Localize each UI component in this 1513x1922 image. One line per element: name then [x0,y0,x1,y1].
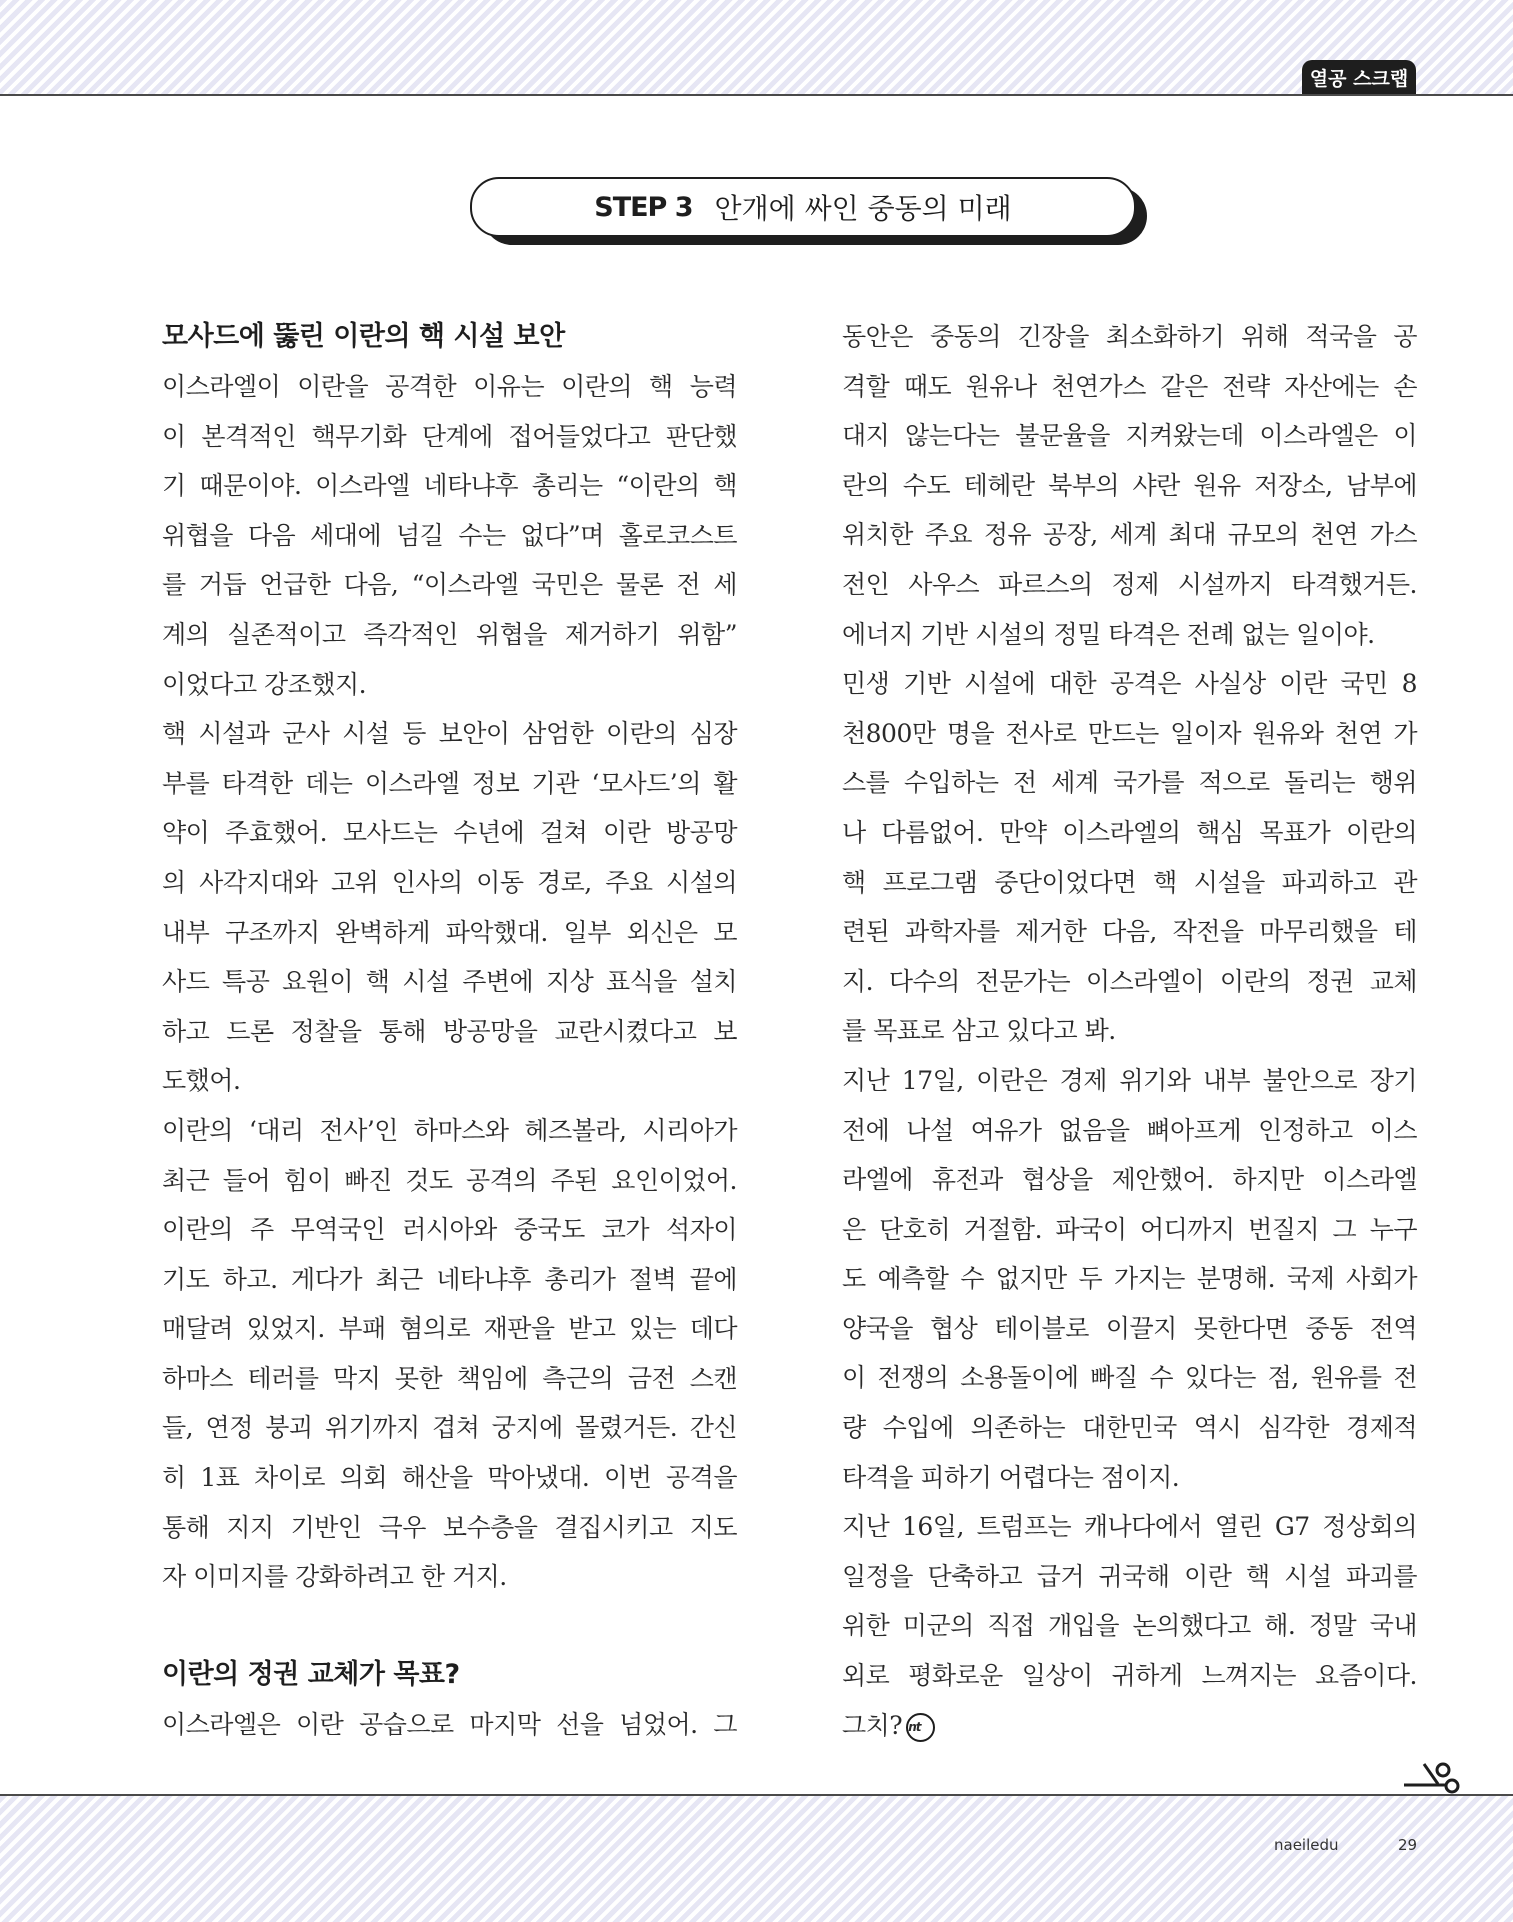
text-line: 외로 평화로운 일상이 귀하게 느껴지는 요즘이다. [842,1661,1417,1691]
text-line: 를 목표로 삼고 있다고 봐. [842,1016,1116,1046]
footer-brand: naeiledu [1274,1836,1339,1854]
text-line: 천800만 명을 전사로 만드는 일이자 원유와 천연 가 [842,718,1417,748]
text-line: 위한 미군의 직접 개입을 논의했다고 해. 정말 국내 [842,1611,1417,1641]
text-line: 위치한 주요 정유 공장, 세계 최대 규모의 천연 가스 [842,520,1417,550]
text-line-content: 그치? [842,1710,903,1740]
text-line: 통해 지지 기반인 극우 보수층을 결집시키고 지도 [162,1512,737,1542]
step-label: STEP 3 [594,191,693,223]
text-line: 약이 주효했어. 모사드는 수년에 걸쳐 이란 방공망 [162,818,737,848]
text-line: 란의 수도 테헤란 북부의 샤란 원유 저장소, 남부에 [842,470,1417,500]
text-line: 하마스 테러를 막지 못한 책임에 측근의 금전 스캔 [162,1363,737,1393]
text-line: 이 전쟁의 소용돌이에 빠질 수 있다는 점, 원유를 전 [842,1363,1417,1393]
text-line: 매달려 있었지. 부패 혐의로 재판을 받고 있는 데다 [162,1314,737,1344]
text-line: 하고 드론 정찰을 통해 방공망을 교란시켰다고 보 [162,1016,737,1046]
text-line: 이스라엘은 이란 공습으로 마지막 선을 넘었어. 그 [162,1709,737,1739]
page-number: 29 [1398,1836,1418,1854]
text-line: 동안은 중동의 긴장을 최소화하기 위해 적국을 공 [842,322,1417,351]
text-line: 타격을 피하기 어렵다는 점이지. [842,1462,1180,1492]
paragraph [162,1700,737,1750]
section-heading: 이란의 정권 교체가 목표? [162,1658,460,1690]
paragraph [842,659,1417,1056]
step-banner [470,177,1136,237]
text-line: 지난 16일, 트럼프는 캐나다에서 열린 G7 정상회의 [842,1512,1417,1542]
magazine-end-mark-icon: nt [906,1713,935,1742]
bottom-stripe-band [0,1794,1513,1922]
text-line: 부를 타격한 데는 이스라엘 정보 기관 ‘모사드’의 활 [162,768,737,798]
text-line: 에너지 기반 시설의 정밀 타격은 전례 없는 일이야. [842,619,1375,649]
paragraph [162,709,737,1106]
text-line: 자 이미지를 강화하려고 한 거지. [162,1562,507,1592]
text-line: 격할 때도 원유나 천연가스 같은 전략 자산에는 손 [842,371,1417,401]
text-line: 이 본격적인 핵무기화 단계에 접어들었다고 판단했 [162,421,737,451]
scissors-icon [1402,1760,1462,1794]
text-line: 기 때문이야. 이스라엘 네타냐후 총리는 “이란의 핵 [162,471,737,501]
section-tab: 열공 스크랩 [1302,60,1416,94]
text-line: 도 예측할 수 없지만 두 가지는 분명해. 국제 사회가 [842,1264,1417,1294]
text-line: 전에 나설 여유가 없음을 뼈아프게 인정하고 이스 [842,1115,1417,1145]
paragraph [842,1056,1417,1502]
text-line: 이란의 ‘대리 전사’인 하마스와 헤즈볼라, 시리아가 [162,1115,737,1145]
text-line: 를 거듭 언급한 다음, “이스라엘 국민은 물론 전 세 [162,570,737,600]
text-line: 민생 기반 시설에 대한 공격은 사실상 이란 국민 8 [842,669,1417,699]
text-line: 스를 수입하는 전 세계 국가를 적으로 돌리는 행위 [842,768,1417,798]
text-line: 이란의 주 무역국인 러시아와 중국도 코가 석자이 [162,1215,737,1245]
text-line: 계의 실존적이고 즉각적인 위협을 제거하기 위함” [162,619,737,649]
text-line: 핵 프로그램 중단이었다면 핵 시설을 파괴하고 관 [842,867,1417,897]
text-line: 위협을 다음 세대에 넘길 수는 없다”며 홀로코스트 [162,520,737,550]
step-title: 안개에 싸인 중동의 미래 [714,192,1012,225]
right-column [842,312,1417,1750]
text-line: 이었다고 강조했지. [162,669,367,699]
text-line: 라엘에 휴전과 협상을 제안했어. 하지만 이스라엘 [842,1165,1417,1195]
left-column [162,312,737,1749]
paragraph [842,312,1417,659]
text-line: 기도 하고. 게다가 최근 네타냐후 총리가 절벽 끝에 [162,1264,737,1294]
text-line: 이스라엘이 이란을 공격한 이유는 이란의 핵 능력 [162,372,737,401]
paragraph [162,1106,737,1602]
text-line: 사드 특공 요원이 핵 시설 주변에 지상 표식을 설치 [162,967,737,997]
text-line: 최근 들어 힘이 빠진 것도 공격의 주된 요인이었어. [162,1165,737,1195]
text-line: 지. 다수의 전문가는 이스라엘이 이란의 정권 교체 [842,966,1417,996]
text-line: 대지 않는다는 불문율을 지켜왔는데 이스라엘은 이 [842,421,1417,451]
top-stripe-band [0,0,1513,96]
text-line: 지난 17일, 이란은 경제 위기와 내부 불안으로 장기 [842,1065,1417,1095]
text-line [842,1701,1417,1751]
text-line: 내부 구조까지 완벽하게 파악했대. 일부 외신은 모 [162,917,737,947]
text-line: 도했어. [162,1066,241,1096]
text-line: 들, 연정 붕괴 위기까지 겹쳐 궁지에 몰렸거든. 간신 [162,1413,737,1443]
text-line: 량 수입에 의존하는 대한민국 역시 심각한 경제적 [842,1413,1417,1443]
text-line: 은 단호히 거절함. 파국이 어디까지 번질지 그 누구 [842,1214,1417,1244]
section-heading: 모사드에 뚫린 이란의 핵 시설 보안 [162,321,565,352]
text-line: 일정을 단축하고 급거 귀국해 이란 핵 시설 파괴를 [842,1561,1417,1591]
text-line: 양국을 협상 테이블로 이끌지 못한다면 중동 전역 [842,1313,1417,1343]
text-line: 나 다름없어. 만약 이스라엘의 핵심 목표가 이란의 [842,817,1417,847]
text-line: 련된 과학자를 제거한 다음, 작전을 마무리했을 테 [842,917,1417,947]
text-line: 히 1표 차이로 의회 해산을 막아냈대. 이번 공격을 [162,1463,737,1493]
text-line: 의 사각지대와 고위 인사의 이동 경로, 주요 시설의 [162,867,737,897]
paragraph [162,362,737,709]
paragraph [842,1502,1417,1750]
text-line: 전인 사우스 파르스의 정제 시설까지 타격했거든. [842,569,1417,599]
text-line: 핵 시설과 군사 시설 등 보안이 삼엄한 이란의 심장 [162,719,737,749]
